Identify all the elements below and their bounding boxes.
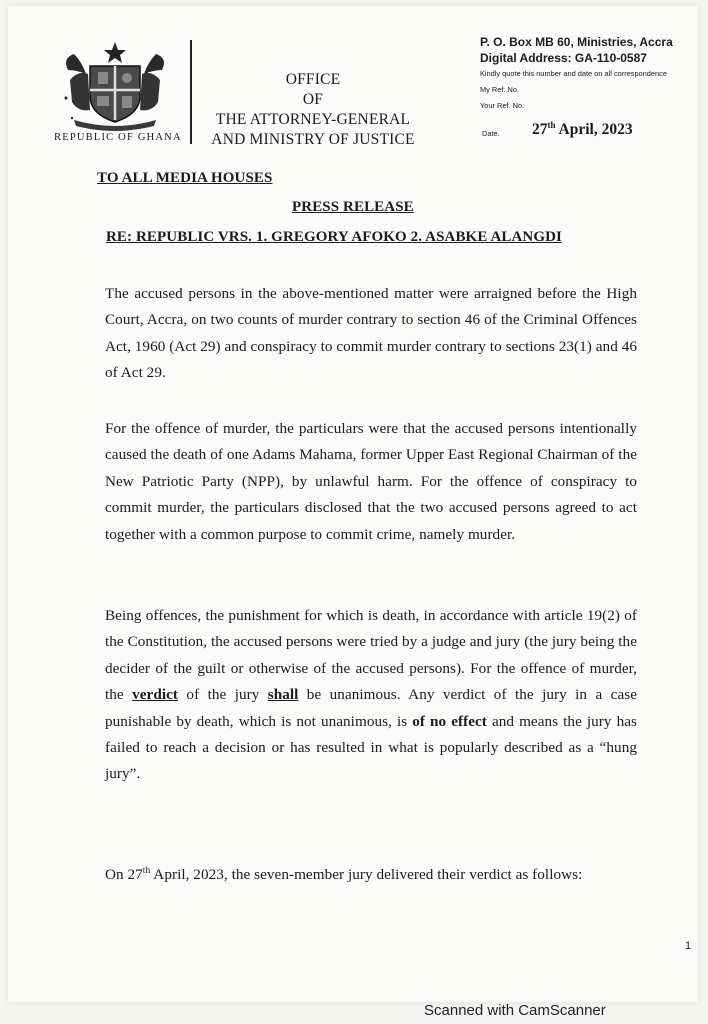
text-run: Being offences, the punishment for which is death, in accordance with article 19(2) of the Constitution, the accused persons were tried by a judge and jury (the jury being the decider of the guilt or otherwise of the accused persons). For the offence of murder, the [105,607,637,704]
emphasis-shall: shall [267,686,299,704]
paragraph-particulars: For the offence of murder, the particulars were that the accused persons intentionally caused the death of one Adams Mahama, former Upper East Regional Chairman of the New Patriotic Party (NPP), by unlawful harm. For the offence of conspiracy to commit murder, the particulars disclosed that the two accused persons agreed to act together with a common purpose to commit crime, namely murder. [105,420,637,543]
date-suffix: th [547,120,556,130]
emphasis-verdict: verdict [132,686,179,704]
my-ref: My Ref. No. [480,85,520,94]
paragraph-verdict-intro [105,858,637,888]
document-date [532,120,633,139]
case-title-heading: RE: REPUBLIC VRS. 1. GREGORY AFOKO 2. ASABKE ALANGDI [106,229,562,245]
ordinal-suffix: th [142,866,151,876]
quote-note: Kindly quote this number and date on all correspondence [480,69,667,78]
digital-address: Digital Address: GA-110-0587 [480,51,647,65]
date-rest: April, 2023 [555,121,633,138]
text-run: April, 2023, the seven-member jury delivered their verdict as follows: [150,866,583,883]
office-title [200,70,426,150]
header-divider [190,40,192,144]
text-run: be unanimous. Any verdict of the jury in a case punishable by death, which is not unanimous, is [105,686,637,730]
office-line: OF [302,91,324,108]
postal-address: P. O. Box MB 60, Ministries, Accra [480,35,673,49]
text-run: of the jury [178,686,268,704]
date-day: 27 [532,121,548,138]
office-line: THE ATTORNEY-GENERAL [215,111,411,128]
scanner-watermark: Scanned with CamScanner [424,1002,606,1019]
contact-block [480,34,706,114]
emphasis-no-effect: of no effect [412,712,487,730]
your-ref: Your Ref. No. [480,101,525,110]
emblem-caption: REPUBLIC OF GHANA [54,132,182,143]
office-line: AND MINISTRY OF JUSTICE [211,131,415,148]
document-page [8,6,698,1002]
coat-of-arms-emblem [60,40,170,132]
paragraph-trial-procedure [105,603,637,788]
text-run: On 27 [105,866,143,883]
recipient-heading: TO ALL MEDIA HOUSES [97,170,273,186]
date-label: Date. [482,129,500,138]
page-number: 1 [685,940,692,952]
press-release-heading: PRESS RELEASE [292,199,414,215]
paragraph-arraignment: The accused persons in the above-mentioned matter were arraigned before the High Court, Accra, on two counts of murder contrary to section 46 of the Criminal Offences Act, 1960 (Act 29) and conspiracy to commit murder contrary to sections 23(1) and 46 of Act 29. [105,285,637,382]
office-line: OFFICE [285,71,341,88]
text-run: and means the jury has failed to reach a decision or has resulted in what is popularly described as a “hung jury”. [105,712,637,783]
